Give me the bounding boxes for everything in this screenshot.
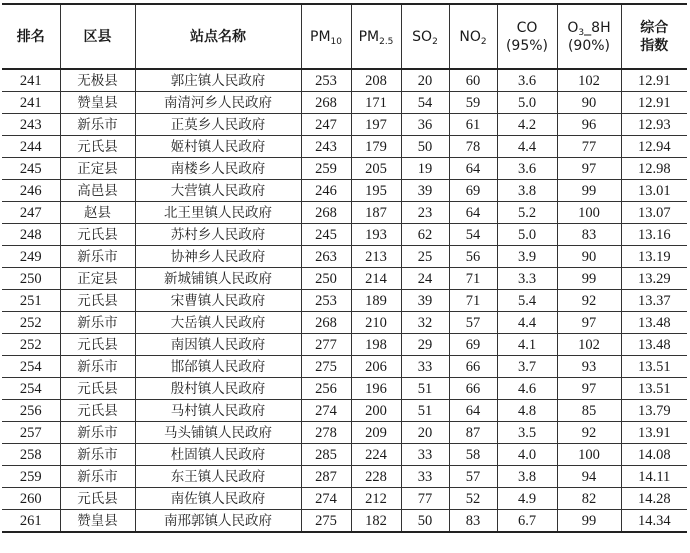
cell-no2: 69 [449, 180, 497, 202]
cell-station: 北王里镇人民政府 [135, 202, 301, 224]
cell-pm25: 214 [351, 268, 401, 290]
cell-so2: 32 [401, 312, 449, 334]
cell-index: 13.01 [621, 180, 687, 202]
cell-o3: 99 [557, 268, 621, 290]
cell-o3: 93 [557, 356, 621, 378]
table-row [2, 268, 687, 290]
table-body [2, 69, 687, 532]
cell-index: 13.29 [621, 268, 687, 290]
cell-o3: 97 [557, 158, 621, 180]
cell-o3: 97 [557, 312, 621, 334]
cell-o3: 92 [557, 422, 621, 444]
cell-rank: 252 [2, 312, 60, 334]
cell-no2: 58 [449, 444, 497, 466]
cell-pm10: 263 [301, 246, 351, 268]
cell-pm10: 274 [301, 400, 351, 422]
cell-pm10: 246 [301, 180, 351, 202]
cell-index: 13.07 [621, 202, 687, 224]
table-row [2, 488, 687, 510]
cell-so2: 20 [401, 422, 449, 444]
cell-co: 3.8 [497, 180, 557, 202]
cell-index: 13.19 [621, 246, 687, 268]
cell-o3: 82 [557, 488, 621, 510]
cell-pm25: 210 [351, 312, 401, 334]
cell-co: 3.3 [497, 268, 557, 290]
cell-pm10: 287 [301, 466, 351, 488]
cell-station: 南因镇人民政府 [135, 334, 301, 356]
table-row [2, 356, 687, 378]
header-station: 站点名称 [135, 4, 301, 69]
cell-no2: 56 [449, 246, 497, 268]
cell-county: 元氏县 [60, 290, 135, 312]
header-no2: $NO_2$ [449, 4, 497, 69]
cell-co: 4.8 [497, 400, 557, 422]
table-row [2, 136, 687, 158]
cell-o3: 100 [557, 202, 621, 224]
cell-so2: 20 [401, 69, 449, 92]
cell-pm25: 196 [351, 378, 401, 400]
cell-rank: 257 [2, 422, 60, 444]
cell-index: 14.34 [621, 510, 687, 533]
cell-index: 13.48 [621, 312, 687, 334]
cell-pm10: 253 [301, 290, 351, 312]
cell-pm10: 268 [301, 202, 351, 224]
cell-index: 13.16 [621, 224, 687, 246]
cell-pm25: 198 [351, 334, 401, 356]
cell-o3: 96 [557, 114, 621, 136]
cell-county: 新乐市 [60, 422, 135, 444]
header-row [2, 4, 687, 69]
cell-no2: 60 [449, 69, 497, 92]
cell-pm25: 197 [351, 114, 401, 136]
cell-co: 3.7 [497, 356, 557, 378]
cell-so2: 77 [401, 488, 449, 510]
cell-station: 邯邰镇人民政府 [135, 356, 301, 378]
cell-county: 元氏县 [60, 224, 135, 246]
cell-station: 殷村镇人民政府 [135, 378, 301, 400]
cell-station: 正莫乡人民政府 [135, 114, 301, 136]
cell-no2: 59 [449, 92, 497, 114]
table-row [2, 510, 687, 533]
cell-pm10: 247 [301, 114, 351, 136]
cell-county: 新乐市 [60, 466, 135, 488]
cell-pm25: 209 [351, 422, 401, 444]
table-row [2, 334, 687, 356]
cell-co: 4.9 [497, 488, 557, 510]
cell-station: 马头铺镇人民政府 [135, 422, 301, 444]
cell-no2: 52 [449, 488, 497, 510]
cell-county: 高邑县 [60, 180, 135, 202]
cell-rank: 254 [2, 356, 60, 378]
cell-co: 6.7 [497, 510, 557, 533]
cell-pm25: 228 [351, 466, 401, 488]
cell-pm25: 182 [351, 510, 401, 533]
cell-pm10: 285 [301, 444, 351, 466]
cell-o3: 92 [557, 290, 621, 312]
cell-so2: 25 [401, 246, 449, 268]
cell-pm10: 250 [301, 268, 351, 290]
cell-pm10: 268 [301, 312, 351, 334]
cell-so2: 33 [401, 444, 449, 466]
cell-index: 12.93 [621, 114, 687, 136]
cell-o3: 94 [557, 466, 621, 488]
cell-co: 3.8 [497, 466, 557, 488]
cell-station: 南佐镇人民政府 [135, 488, 301, 510]
cell-co: 3.6 [497, 69, 557, 92]
cell-so2: 54 [401, 92, 449, 114]
cell-pm25: 187 [351, 202, 401, 224]
cell-county: 新乐市 [60, 246, 135, 268]
cell-so2: 36 [401, 114, 449, 136]
header-pm25: $PM_{2.5}$ [351, 4, 401, 69]
cell-so2: 29 [401, 334, 449, 356]
cell-no2: 64 [449, 400, 497, 422]
table-row [2, 158, 687, 180]
cell-pm10: 245 [301, 224, 351, 246]
cell-county: 元氏县 [60, 488, 135, 510]
cell-index: 12.98 [621, 158, 687, 180]
cell-co: 4.0 [497, 444, 557, 466]
cell-index: 12.91 [621, 92, 687, 114]
cell-no2: 78 [449, 136, 497, 158]
cell-station: 大营镇人民政府 [135, 180, 301, 202]
header-composite-index: 综合 指数 [621, 4, 687, 69]
cell-index: 13.37 [621, 290, 687, 312]
cell-index: 12.91 [621, 69, 687, 92]
cell-so2: 33 [401, 466, 449, 488]
cell-no2: 57 [449, 312, 497, 334]
table-row [2, 69, 687, 92]
cell-rank: 246 [2, 180, 60, 202]
cell-rank: 251 [2, 290, 60, 312]
cell-o3: 90 [557, 92, 621, 114]
header-so2: $SO_2$ [401, 4, 449, 69]
cell-o3: 97 [557, 378, 621, 400]
cell-pm10: 268 [301, 92, 351, 114]
table-row [2, 422, 687, 444]
cell-so2: 33 [401, 356, 449, 378]
cell-station: 南楼乡人民政府 [135, 158, 301, 180]
cell-rank: 243 [2, 114, 60, 136]
cell-co: 4.4 [497, 136, 557, 158]
cell-station: 南清河乡人民政府 [135, 92, 301, 114]
cell-pm10: 278 [301, 422, 351, 444]
cell-pm25: 206 [351, 356, 401, 378]
cell-rank: 261 [2, 510, 60, 533]
cell-so2: 51 [401, 378, 449, 400]
cell-so2: 50 [401, 136, 449, 158]
cell-station: 马村镇人民政府 [135, 400, 301, 422]
cell-pm25: 213 [351, 246, 401, 268]
cell-co: 4.2 [497, 114, 557, 136]
cell-so2: 23 [401, 202, 449, 224]
cell-so2: 62 [401, 224, 449, 246]
cell-pm10: 274 [301, 488, 351, 510]
cell-o3: 100 [557, 444, 621, 466]
cell-rank: 260 [2, 488, 60, 510]
cell-station: 姬村镇人民政府 [135, 136, 301, 158]
cell-no2: 71 [449, 290, 497, 312]
cell-rank: 252 [2, 334, 60, 356]
cell-pm25: 224 [351, 444, 401, 466]
cell-pm25: 208 [351, 69, 401, 92]
cell-station: 东王镇人民政府 [135, 466, 301, 488]
cell-county: 元氏县 [60, 400, 135, 422]
table-row [2, 312, 687, 334]
cell-o3: 83 [557, 224, 621, 246]
cell-no2: 64 [449, 158, 497, 180]
cell-pm10: 253 [301, 69, 351, 92]
cell-no2: 83 [449, 510, 497, 533]
cell-pm10: 277 [301, 334, 351, 356]
cell-index: 12.94 [621, 136, 687, 158]
cell-index: 13.91 [621, 422, 687, 444]
cell-pm25: 179 [351, 136, 401, 158]
cell-index: 14.08 [621, 444, 687, 466]
cell-station: 杜固镇人民政府 [135, 444, 301, 466]
air-quality-ranking-table [2, 3, 687, 533]
cell-so2: 51 [401, 400, 449, 422]
cell-pm25: 193 [351, 224, 401, 246]
cell-pm10: 275 [301, 356, 351, 378]
cell-pm25: 171 [351, 92, 401, 114]
cell-so2: 39 [401, 180, 449, 202]
cell-co: 5.0 [497, 224, 557, 246]
cell-rank: 241 [2, 69, 60, 92]
cell-co: 3.9 [497, 246, 557, 268]
cell-station: 南邢郭镇人民政府 [135, 510, 301, 533]
cell-no2: 66 [449, 356, 497, 378]
cell-rank: 241 [2, 92, 60, 114]
header-rank: 排名 [2, 4, 60, 69]
header-o3-8h: $O_3\_8H$ (90%) [557, 4, 621, 69]
cell-o3: 85 [557, 400, 621, 422]
cell-county: 新乐市 [60, 444, 135, 466]
cell-co: 5.0 [497, 92, 557, 114]
cell-pm10: 275 [301, 510, 351, 533]
cell-county: 正定县 [60, 268, 135, 290]
cell-station: 郭庄镇人民政府 [135, 69, 301, 92]
table-row [2, 290, 687, 312]
table-row [2, 400, 687, 422]
cell-rank: 249 [2, 246, 60, 268]
cell-rank: 248 [2, 224, 60, 246]
cell-county: 元氏县 [60, 378, 135, 400]
table-row [2, 444, 687, 466]
cell-index: 13.51 [621, 356, 687, 378]
cell-rank: 244 [2, 136, 60, 158]
cell-station: 协神乡人民政府 [135, 246, 301, 268]
cell-co: 3.5 [497, 422, 557, 444]
cell-so2: 39 [401, 290, 449, 312]
cell-county: 元氏县 [60, 136, 135, 158]
header-pm10: $PM_{10}$ [301, 4, 351, 69]
cell-no2: 87 [449, 422, 497, 444]
table-row [2, 92, 687, 114]
cell-station: 新城铺镇人民政府 [135, 268, 301, 290]
cell-county: 新乐市 [60, 356, 135, 378]
cell-no2: 57 [449, 466, 497, 488]
cell-county: 新乐市 [60, 114, 135, 136]
header-co: CO (95%) [497, 4, 557, 69]
cell-index: 14.28 [621, 488, 687, 510]
cell-index: 13.79 [621, 400, 687, 422]
cell-pm25: 200 [351, 400, 401, 422]
cell-o3: 99 [557, 180, 621, 202]
cell-o3: 99 [557, 510, 621, 533]
cell-o3: 77 [557, 136, 621, 158]
table-row [2, 466, 687, 488]
cell-county: 无极县 [60, 69, 135, 92]
cell-pm25: 195 [351, 180, 401, 202]
cell-so2: 19 [401, 158, 449, 180]
cell-rank: 254 [2, 378, 60, 400]
cell-rank: 250 [2, 268, 60, 290]
cell-pm25: 212 [351, 488, 401, 510]
cell-no2: 69 [449, 334, 497, 356]
air-quality-ranking-table-container [2, 3, 687, 533]
cell-county: 赞皇县 [60, 510, 135, 533]
cell-station: 大岳镇人民政府 [135, 312, 301, 334]
table-row [2, 180, 687, 202]
cell-o3: 90 [557, 246, 621, 268]
table-row [2, 114, 687, 136]
cell-o3: 102 [557, 69, 621, 92]
cell-co: 4.4 [497, 312, 557, 334]
table-row [2, 224, 687, 246]
cell-rank: 259 [2, 466, 60, 488]
table-row [2, 246, 687, 268]
cell-co: 5.4 [497, 290, 557, 312]
table-row [2, 202, 687, 224]
cell-co: 4.1 [497, 334, 557, 356]
cell-county: 元氏县 [60, 334, 135, 356]
cell-no2: 66 [449, 378, 497, 400]
cell-county: 新乐市 [60, 312, 135, 334]
cell-co: 4.6 [497, 378, 557, 400]
cell-rank: 256 [2, 400, 60, 422]
cell-index: 13.51 [621, 378, 687, 400]
cell-rank: 245 [2, 158, 60, 180]
cell-pm10: 243 [301, 136, 351, 158]
cell-station: 苏村乡人民政府 [135, 224, 301, 246]
cell-so2: 24 [401, 268, 449, 290]
cell-so2: 50 [401, 510, 449, 533]
cell-no2: 61 [449, 114, 497, 136]
cell-pm10: 259 [301, 158, 351, 180]
cell-no2: 64 [449, 202, 497, 224]
header-county: 区县 [60, 4, 135, 69]
cell-county: 正定县 [60, 158, 135, 180]
cell-station: 宋曹镇人民政府 [135, 290, 301, 312]
cell-pm25: 205 [351, 158, 401, 180]
cell-rank: 258 [2, 444, 60, 466]
cell-county: 赵县 [60, 202, 135, 224]
cell-pm25: 189 [351, 290, 401, 312]
cell-pm10: 256 [301, 378, 351, 400]
cell-co: 3.6 [497, 158, 557, 180]
cell-county: 赞皇县 [60, 92, 135, 114]
cell-rank: 247 [2, 202, 60, 224]
cell-no2: 71 [449, 268, 497, 290]
cell-index: 14.11 [621, 466, 687, 488]
table-row [2, 378, 687, 400]
cell-o3: 102 [557, 334, 621, 356]
cell-index: 13.48 [621, 334, 687, 356]
cell-no2: 54 [449, 224, 497, 246]
cell-co: 5.2 [497, 202, 557, 224]
